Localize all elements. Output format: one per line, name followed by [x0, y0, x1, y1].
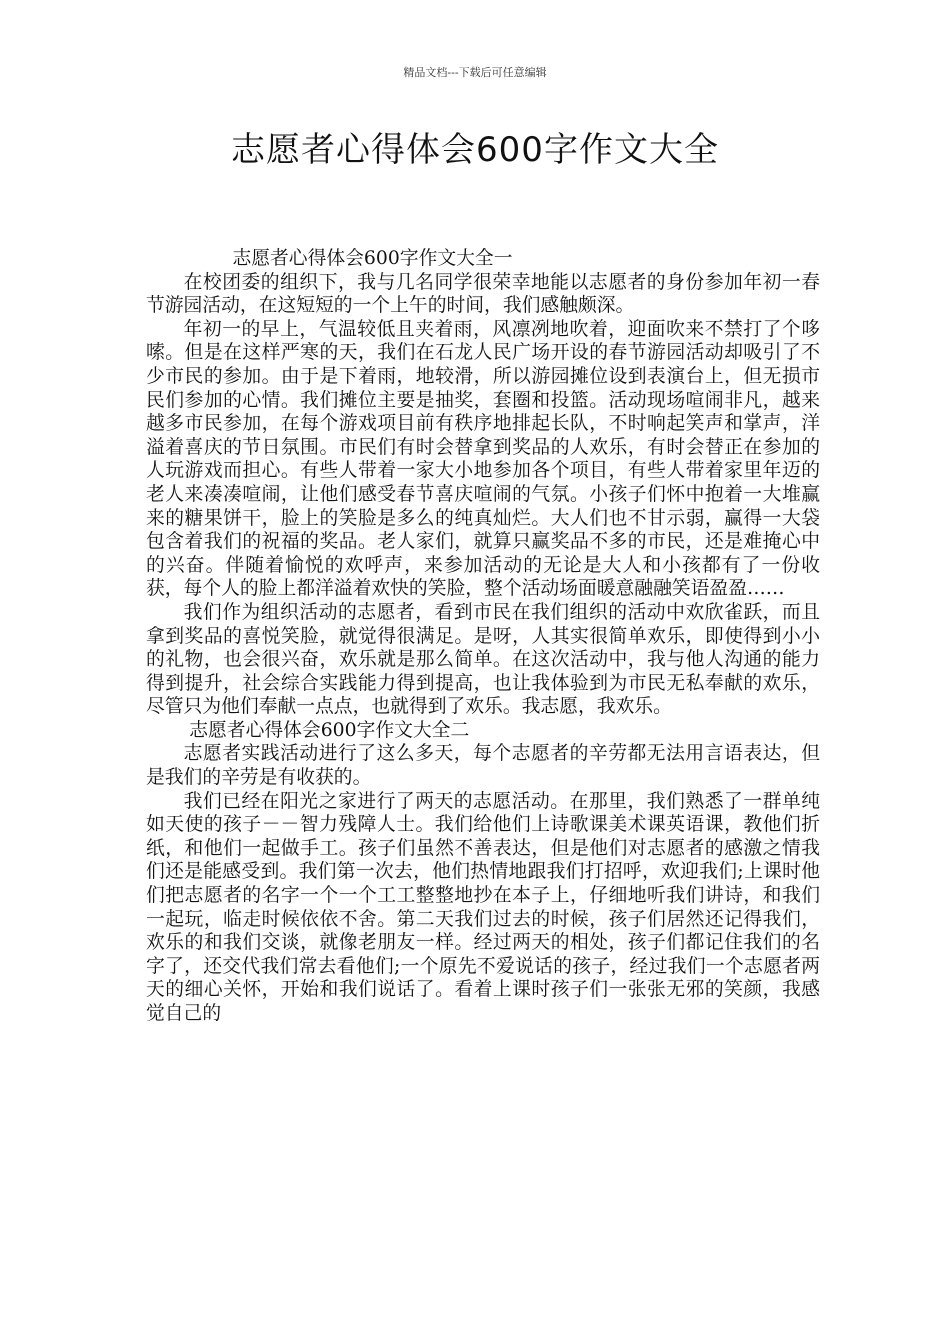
document-body: [146, 247, 820, 1026]
paragraph: 志愿者实践活动进行了这么多天，每个志愿者的辛劳都无法用言语表达，但是我们的辛劳是有收获的。: [146, 743, 820, 789]
paragraph: 年初一的早上，气温较低且夹着雨，风凛冽地吹着，迎面吹来不禁打了个哆嗦。但是在这样严寒的天，我们在石龙人民广场开设的春节游园活动却吸引了不少市民的参加。由于是下着雨，地较滑，所以游园摊位设到表演台上，但无损市民们参加的心情。我们摊位主要是抽奖，套圈和投篮。活动现场喧闹非凡，越来越多市民参加，在每个游戏项目前有秩序地排起长队，不时响起笑声和掌声，洋溢着喜庆的节日氛围。市民们有时会替拿到奖品的人欢乐，有时会替正在参加的人玩游戏而担心。有些人带着一家大小地参加各个项目，有些人带着家里年迈的老人来凑凑喧闹，让他们感受春节喜庆喧闹的气氛。小孩子们怀中抱着一大堆赢来的糖果饼干，脸上的笑脸是多么的纯真灿烂。大人们也不甘示弱，赢得一大袋包含着我们的祝福的奖品。老人家们，就算只赢奖品不多的市民，还是难掩心中的兴奋。伴随着愉悦的欢呼声，来参加活动的无论是大人和小孩都有了一份收获，每个人的脸上都洋溢着欢快的笑脸，整个活动场面暖意融融笑语盈盈……: [146, 318, 820, 600]
paragraph: 我们已经在阳光之家进行了两天的志愿活动。在那里，我们熟悉了一群单纯如天使的孩子－－智力残障人士。我们给他们上诗歌课美术课英语课，教他们折纸，和他们一起做手工。孩子们虽然不善表达，但是他们对志愿者的感激之情我们还是能感受到。我们第一次去，他们热情地跟我们打招呼，欢迎我们;上课时他们把志愿者的名字一个一个工工整整地抄在本子上，仔细地听我们讲诗，和我们一起玩，临走时候依依不舍。第二天我们过去的时候，孩子们居然还记得我们，欢乐的和我们交谈，就像老朋友一样。经过两天的相处，孩子们都记住我们的名字了，还交代我们常去看他们;一个原先不爱说话的孩子，经过我们一个志愿者两天的细心关怀，开始和我们说话了。看着上课时孩子们一张张无邪的笑颜，我感觉自己的: [146, 790, 820, 1024]
section-heading-1: 志愿者心得体会600字作文大全一: [232, 248, 513, 269]
paragraph: 我们作为组织活动的志愿者，看到市民在我们组织的活动中欢欣雀跃，而且拿到奖品的喜悦笑脸，就觉得很满足。是呀，人其实很简单欢乐，即使得到小小的礼物，也会很兴奋，欢乐就是那么简单。在这次活动中，我与他人沟通的能力得到提升，社会综合实践能力得到提高，也让我体验到为市民无私奉献的欢乐，尽管只为他们奉献一点点，也就得到了欢乐。我志愿，我欢乐。: [146, 601, 820, 718]
header-note: 精品文档---下载后可任意编辑: [403, 66, 547, 79]
paragraph: 在校团委的组织下，我与几名同学很荣幸地能以志愿者的身份参加年初一春节游园活动，在这短短的一个上午的时间，我们感触颇深。: [146, 271, 820, 317]
document-title: 志愿者心得体会600字作文大全: [231, 130, 719, 170]
section-heading-2: 志愿者心得体会600字作文大全二: [189, 719, 470, 741]
